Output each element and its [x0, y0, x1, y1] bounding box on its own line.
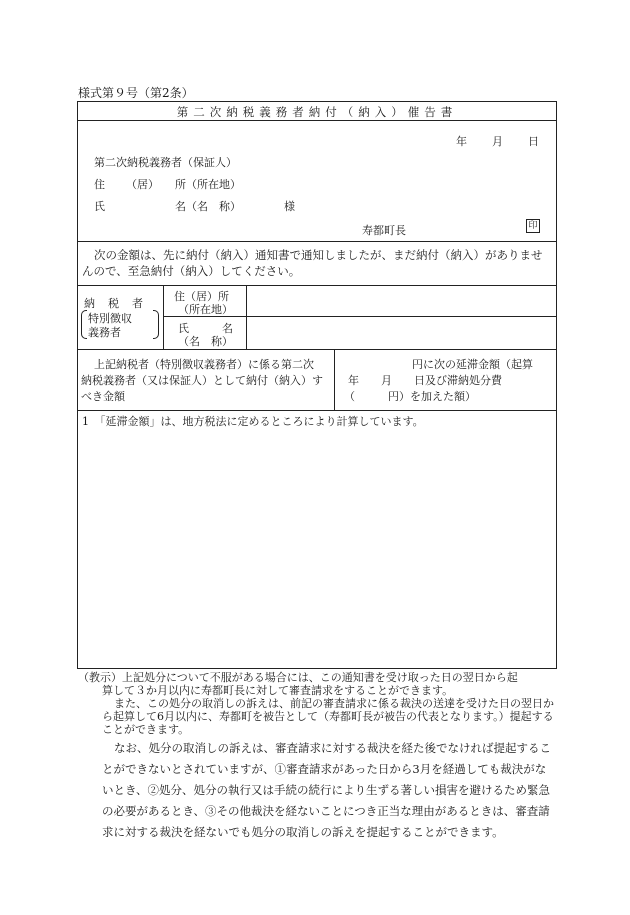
sender-name: 寿都町長 [362, 224, 406, 237]
instruction-p1-line1: 上記処分について不服がある場合には、この通知書を受け取った日の翌日から起 [122, 671, 518, 684]
special-collector-line2: 義務者 [88, 326, 121, 339]
special-collector-line1: 特別徴収 [88, 312, 132, 325]
taxpayer-address-line2: （所在地） [178, 303, 233, 316]
form-box [77, 101, 557, 669]
taxpayer-col-line-1 [163, 285, 164, 349]
demand-message: 次の金額は、先に納付（納入）通知書で通知しましたが、まだ納付（納入）がありませんので、至急納付（納入）してください。 [82, 248, 543, 278]
taxpayer-label: 納 税 者 [84, 297, 144, 310]
amount-desc-line1: 上記納税者（特別徴収義務者）に係る第二次 [94, 358, 314, 371]
form-number-label: 様式第９号（第2条） [78, 86, 194, 100]
recipient-heading: 第二次納税義務者（保証人） [94, 156, 237, 169]
name-label-b: 名（名 称） [175, 200, 241, 213]
address-label-a: 住 [94, 178, 105, 191]
honorific-sama: 様 [284, 200, 295, 213]
divider-amount [78, 410, 556, 411]
divider-message [78, 285, 556, 286]
instruction-tag: （教示） [78, 671, 122, 684]
name-label-a: 氏 [94, 200, 105, 213]
amount-desc-line2: 納税義務者（又は保証人）として納付（納入）す [81, 374, 323, 387]
taxpayer-name-line2: （名 称） [178, 335, 233, 348]
address-label-b: （居） [126, 178, 159, 191]
amount-right-line2: 年 月 日及び滞納処分費 [348, 374, 502, 387]
taxpayer-name-line1: 氏 名 [178, 322, 233, 335]
divider-taxpayer [78, 349, 556, 350]
instruction-block [78, 671, 554, 843]
form-title: 第二次納税義務者納付（納入）催告書 [176, 105, 458, 119]
divider-sender [78, 241, 556, 242]
amount-right-line1: 円に次の延滞金額（起算 [412, 358, 533, 371]
amount-desc-line3: べき金額 [81, 390, 125, 403]
bracket-left [81, 310, 87, 339]
title-divider [78, 120, 556, 121]
instruction-p2: また、この処分の取消しの訴えは、前記の審査請求に係る裁決の送達を受けた日の翌日から起算して6月以内に、寿都町を被告として（寿都町長が被告の代表となります。）提起することができます。 [102, 697, 554, 736]
seal-mark: 印 [526, 219, 540, 233]
address-label-c: 所（所在地） [175, 178, 241, 191]
instruction-p1-line2: 算して３か月以内に寿都町長に対して審査請求をすることができます。 [102, 684, 454, 697]
instruction-p3: なお、処分の取消しの訴えは、審査請求に対する裁決を経た後でなければ提起することができないとされていますが、①審査請求があった日から3月を経過しても裁決がないとき、②処分、処分の執行又は手続の続行により生ずる著しい損害を避けるため緊急の必要があるとき、③その他裁決を経ないことにつき正当な理由があるときは、審査請求に対する裁決を経ないでも処分の取消しの訴えを提起することができます。 [102, 741, 551, 839]
date-month: 月 [492, 135, 503, 148]
amount-right-line3: （ 円）を加えた額） [344, 390, 476, 403]
amount-col-line [334, 349, 335, 410]
taxpayer-col-line-2 [246, 285, 247, 349]
note-delinquency: 1 「延滞金額」は、地方税法に定めるところにより計算しています。 [82, 415, 424, 428]
bracket-right [153, 310, 159, 339]
date-year: 年 [456, 135, 467, 148]
taxpayer-address-line1: 住（居）所 [174, 290, 229, 303]
date-day: 日 [528, 135, 539, 148]
